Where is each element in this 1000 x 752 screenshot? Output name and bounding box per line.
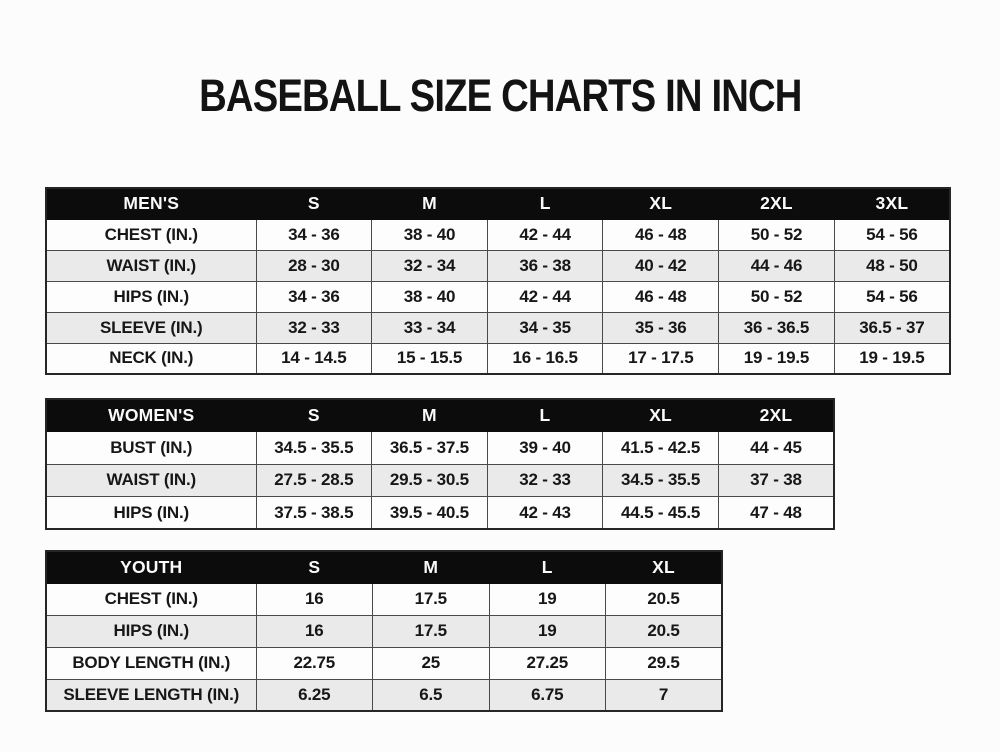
size-value-cell: 22.75 (256, 647, 373, 679)
size-value-cell: 7 (606, 679, 723, 711)
size-value-cell: 42 - 44 (487, 281, 603, 312)
size-value-cell: 41.5 - 42.5 (603, 432, 719, 465)
size-value-cell: 35 - 36 (603, 312, 719, 343)
size-value-cell: 42 - 43 (487, 497, 603, 530)
row-label: SLEEVE (IN.) (46, 312, 256, 343)
size-value-cell: 17 - 17.5 (603, 343, 719, 374)
size-value-cell: 28 - 30 (256, 250, 372, 281)
table-row (46, 250, 950, 281)
size-value-cell: 34.5 - 35.5 (256, 432, 372, 465)
size-column-header: M (373, 551, 490, 583)
row-label: BODY LENGTH (IN.) (46, 647, 256, 679)
size-value-cell: 37.5 - 38.5 (256, 497, 372, 530)
table-row (46, 464, 834, 497)
size-value-cell: 32 - 33 (487, 464, 603, 497)
size-column-header: S (256, 551, 373, 583)
size-value-cell: 15 - 15.5 (372, 343, 488, 374)
size-value-cell: 29.5 (606, 647, 723, 679)
size-value-cell: 50 - 52 (719, 281, 835, 312)
size-column-header: 2XL (718, 399, 834, 432)
size-value-cell: 17.5 (373, 615, 490, 647)
size-value-cell: 34.5 - 35.5 (603, 464, 719, 497)
size-value-cell: 16 (256, 583, 373, 615)
size-value-cell: 54 - 56 (834, 281, 950, 312)
size-column-header: XL (603, 399, 719, 432)
size-column-header: M (372, 399, 488, 432)
size-value-cell: 20.5 (606, 615, 723, 647)
page-title: BASEBALL SIZE CHARTS IN INCH (198, 70, 802, 121)
row-label: BUST (IN.) (46, 432, 256, 465)
size-value-cell: 17.5 (373, 583, 490, 615)
size-value-cell: 34 - 35 (487, 312, 603, 343)
youth-size-table (45, 550, 723, 712)
size-column-header: L (487, 188, 603, 219)
table-row (46, 679, 722, 711)
size-value-cell: 16 (256, 615, 373, 647)
size-value-cell: 27.25 (489, 647, 606, 679)
size-value-cell: 6.5 (373, 679, 490, 711)
row-label: SLEEVE LENGTH (IN.) (46, 679, 256, 711)
size-column-header: S (256, 188, 372, 219)
size-column-header: L (487, 399, 603, 432)
size-value-cell: 34 - 36 (256, 281, 372, 312)
size-value-cell: 39.5 - 40.5 (372, 497, 488, 530)
row-label: CHEST (IN.) (46, 583, 256, 615)
size-value-cell: 19 - 19.5 (719, 343, 835, 374)
table-row (46, 312, 950, 343)
size-value-cell: 42 - 44 (487, 219, 603, 250)
table-row (46, 583, 722, 615)
table-row (46, 281, 950, 312)
womens-size-table (45, 398, 835, 530)
table-row (46, 432, 834, 465)
size-column-header: S (256, 399, 372, 432)
size-value-cell: 54 - 56 (834, 219, 950, 250)
size-value-cell: 47 - 48 (718, 497, 834, 530)
size-value-cell: 44.5 - 45.5 (603, 497, 719, 530)
size-column-header: M (372, 188, 488, 219)
size-value-cell: 14 - 14.5 (256, 343, 372, 374)
size-value-cell: 16 - 16.5 (487, 343, 603, 374)
table-row (46, 647, 722, 679)
table-row (46, 497, 834, 530)
row-label: NECK (IN.) (46, 343, 256, 374)
size-value-cell: 37 - 38 (718, 464, 834, 497)
size-value-cell: 46 - 48 (603, 219, 719, 250)
size-value-cell: 33 - 34 (372, 312, 488, 343)
size-value-cell: 36.5 - 37 (834, 312, 950, 343)
size-value-cell: 32 - 34 (372, 250, 488, 281)
row-label: HIPS (IN.) (46, 615, 256, 647)
size-value-cell: 27.5 - 28.5 (256, 464, 372, 497)
size-value-cell: 39 - 40 (487, 432, 603, 465)
size-value-cell: 32 - 33 (256, 312, 372, 343)
size-column-header: 2XL (719, 188, 835, 219)
size-value-cell: 29.5 - 30.5 (372, 464, 488, 497)
size-value-cell: 36.5 - 37.5 (372, 432, 488, 465)
size-value-cell: 50 - 52 (719, 219, 835, 250)
size-value-cell: 36 - 36.5 (719, 312, 835, 343)
size-value-cell: 19 - 19.5 (834, 343, 950, 374)
size-value-cell: 46 - 48 (603, 281, 719, 312)
table-header-row (46, 188, 950, 219)
row-label: WAIST (IN.) (46, 250, 256, 281)
size-value-cell: 25 (373, 647, 490, 679)
size-value-cell: 20.5 (606, 583, 723, 615)
size-value-cell: 44 - 45 (718, 432, 834, 465)
size-value-cell: 6.75 (489, 679, 606, 711)
size-value-cell: 38 - 40 (372, 219, 488, 250)
womens-group-label: WOMEN'S (46, 399, 256, 432)
row-label: WAIST (IN.) (46, 464, 256, 497)
size-value-cell: 48 - 50 (834, 250, 950, 281)
table-row (46, 343, 950, 374)
size-value-cell: 38 - 40 (372, 281, 488, 312)
size-value-cell: 34 - 36 (256, 219, 372, 250)
size-column-header: XL (603, 188, 719, 219)
row-label: CHEST (IN.) (46, 219, 256, 250)
page-title-area (0, 68, 1000, 124)
table-row (46, 615, 722, 647)
size-value-cell: 6.25 (256, 679, 373, 711)
size-column-header: XL (606, 551, 723, 583)
size-value-cell: 36 - 38 (487, 250, 603, 281)
mens-group-label: MEN'S (46, 188, 256, 219)
size-value-cell: 19 (489, 615, 606, 647)
row-label: HIPS (IN.) (46, 281, 256, 312)
mens-size-table (45, 187, 951, 375)
size-value-cell: 44 - 46 (719, 250, 835, 281)
size-value-cell: 19 (489, 583, 606, 615)
table-header-row (46, 399, 834, 432)
table-header-row (46, 551, 722, 583)
table-row (46, 219, 950, 250)
size-column-header: L (489, 551, 606, 583)
size-column-header: 3XL (834, 188, 950, 219)
youth-group-label: YOUTH (46, 551, 256, 583)
size-value-cell: 40 - 42 (603, 250, 719, 281)
row-label: HIPS (IN.) (46, 497, 256, 530)
